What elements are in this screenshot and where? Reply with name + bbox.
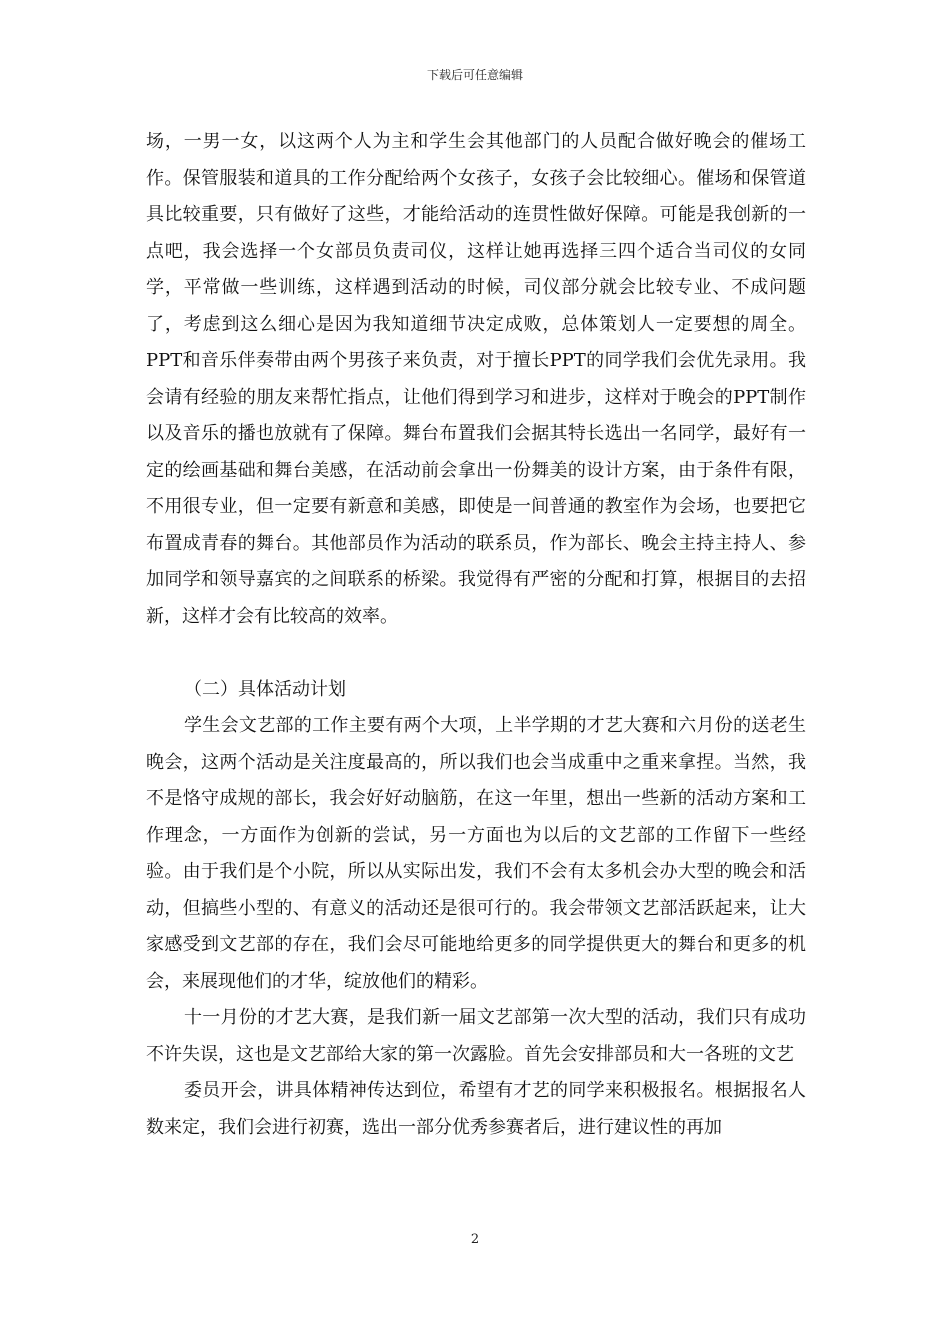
paragraph-3: 十一月份的才艺大赛，是我们新一届文艺部第一次大型的活动，我们只有成功不许失误，这也是文艺部给大家的第一次露脸。首先会安排部员和大一各班的文艺	[146, 1007, 806, 1065]
section-heading: （二）具体活动计划	[184, 678, 346, 700]
paragraph-gap	[146, 635, 806, 672]
paragraph-2: 学生会文艺部的工作主要有两个大项，上半学期的才艺大赛和六月份的送老生晚会，这两个活动是关注度最高的，所以我们也会当成重中之重来拿捏。当然，我不是恪守成规的部长，我会好好动脑筋，在这一年里，想出一些新的活动方案和工作理念，一方面作为创新的尝试，另一方面也为以后的文艺部的工作留下一些经验。由于我们是个小院，所以从实际出发，我们不会有太多机会办大型的晚会和活动，但搞些小型的、有意义的活动还是很可行的。我会带领文艺部活跃起来，让大家感受到文艺部的存在，我们会尽可能地给更多的同学提供更大的舞台和更多的机会，来展现他们的才华，绽放他们的精彩。	[146, 715, 806, 992]
page-header: 下载后可任意编辑	[426, 68, 523, 82]
paragraph-1: 场，一男一女，以这两个人为主和学生会其他部门的人员配合做好晚会的催场工作。保管服装和道具的工作分配给两个女孩子，女孩子会比较细心。催场和保管道具比较重要，只有做好了这些，才能给活动的连贯性做好保障。可能是我创新的一点吧，我会选择一个女部员负责司仪，这样让她再选择三四个适合当司仪的女同学，平常做一些训练，这样遇到活动的时候，司仪部分就会比较专业、不成问题了，考虑到这么细心是因为我知道细节决定成败，总体策划人一定要想的周全。PPT和音乐伴奏带由两个男孩子来负责，对于擅长PPT的同学我们会优先录用。我会请有经验的朋友来帮忙指点，让他们得到学习和进步，这样对于晚会的PPT制作以及音乐的播也放就有了保障。舞台布置我们会据其特长选出一名同学，最好有一定的绘画基础和舞台美感，在活动前会拿出一份舞美的设计方案，由于条件有限，不用很专业，但一定要有新意和美感，即使是一间普通的教室作为会场，也要把它布置成青春的舞台。其他部员作为活动的联系员，作为部长、晚会主持主持人、参加同学和领导嘉宾的之间联系的桥梁。我觉得有严密的分配和打算，根据目的去招新，这样才会有比较高的效率。	[146, 131, 806, 627]
paragraph-4: 委员开会，讲具体精神传达到位，希望有才艺的同学来积极报名。根据报名人数来定，我们会进行初赛，选出一部分优秀参赛者后，进行建议性的再加	[146, 1080, 806, 1138]
document-body	[146, 124, 806, 1146]
page-number: 2	[470, 1232, 480, 1247]
